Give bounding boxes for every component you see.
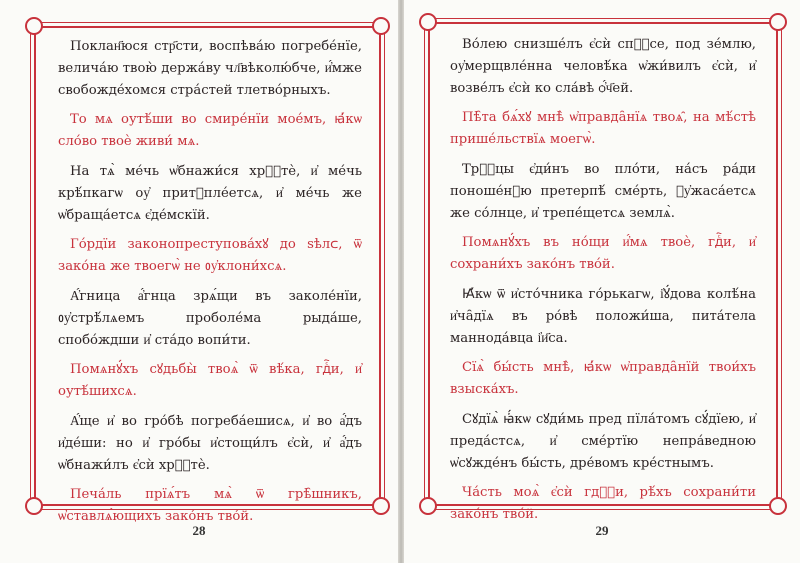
verse-paragraph: А҆́ще и҆ во гро́бѣ погреба́ешисѧ, и҆ во а҆́дъ и҆де́ши: но и҆ гро́бы и҆стощи́лъ є҆сѝ, и҆ а҆́дъ ѡ҆бнажи́лъ є҆сѝ хрⷭ҇тѐ. xyxy=(58,413,362,473)
verse-paragraph: Сꙋдїѧ̀ ꙗ҆́кѡ сꙋди́мь пред пїла́томъ сꙋ́дїею, и҆ преда́стсѧ, и҆ сме́ртїю непра́ведною ѡ҆сꙋжде́нъ бы́сть, дре́вомъ кре́стнымъ. xyxy=(450,411,756,471)
refrain-paragraph: Го́рдїи законопреступова́хꙋ до ѕѣлᲃ, ѿ зако́на же твоегѡ̀ не ᲂу҆клони́хсѧ. xyxy=(58,237,362,275)
verse-paragraph: Ꙗ҆́кѡ ѿ и҆сто́чника го́рькагѡ, і҆ꙋ́дова колѣ́на и҆ча̑дїѧ въ ро́вѣ положи́ша, пита́тела маннода́вца і҆и҃са. xyxy=(450,286,756,346)
page-number: 28 xyxy=(192,523,206,538)
knot-ornament-icon xyxy=(769,13,787,31)
verse-paragraph: А҆́гница а҆́гнца зрѧ́щи въ заколе́нїи, ᲂу҆стрѣ́лѧемъ проболе́ма рыда́ше, спобо́ждши и҆ ста́до вопи́ти. xyxy=(58,288,362,348)
text-block xyxy=(450,34,756,534)
knot-ornament-icon xyxy=(372,17,390,35)
knot-ornament-icon xyxy=(372,497,390,515)
verse-paragraph: Во́лею снизше́лъ є҆сѝ спⷭ҇се, под зе́млю, оу҆мерщвле́нна человѣ́ка ѡ҆жи́вилъ є҆сѝ, и҆ возве́лъ є҆сѝ ко сла́вѣ ѻ҆́ч҃ей. xyxy=(450,37,756,96)
knot-ornament-icon xyxy=(419,497,437,515)
refrain-paragraph: Сїѧ̀ бы́сть мнѣ̀, ꙗ҆́кѡ ѡ҆правда̑нїй твои́хъ взыска́хъ. xyxy=(450,360,756,398)
verse-paragraph: Трⷪ҇цы є҆ди́нъ во пло́ти, на́съ ра́ди поноше́нꙋю претерпѣ́ сме́рть, ᲂу҆жаса́етсѧ же со́лнце, и҆ трепе́щетсѧ землѧ̀. xyxy=(450,161,756,221)
refrain-paragraph: То мѧ оутѣ́ши во смире́нїи мое́мъ, ꙗ҆́кѡ сло́во твоѐ живи́ мѧ. xyxy=(58,112,362,150)
refrain-paragraph: Печа́ль прїѧ́тъ мѧ̀ ѿ грѣ̑шникъ, ѡ҆ставлѧ́ющихъ зако́нъ тво́й. xyxy=(58,487,362,525)
knot-ornament-icon xyxy=(25,497,43,515)
text-block xyxy=(58,36,362,536)
knot-ornament-icon xyxy=(769,497,787,515)
verse-paragraph: Поклан҃юся стр҃сти, воспѣва́ю погребе́нїе, велича́ю твою̀ держа́ву чл҃вѣколю́бче, и҆́мже свобожде́хомся стра́стей тлетво́рныхъ. xyxy=(58,39,362,98)
left-page xyxy=(0,0,398,563)
refrain-paragraph: Пѣ̑та бѧ́хꙋ мнѣ̀ ѡ҆правда̑нїѧ твоѧ̑, на мѣ́стѣ прише́льствїѧ моегѡ̀. xyxy=(450,110,756,148)
refrain-paragraph: Помѧнꙋ́хъ въ но́щи и҆́мѧ твоѐ, гдⷭ҇и, и҆ сохрани́хъ зако́нъ тво́й. xyxy=(450,235,756,273)
refrain-paragraph: Ча́сть моѧ̀ є҆сѝ гдⷭ҇и, рѣ́хъ сохрани́ти зако́нъ тво́й. xyxy=(450,485,756,523)
right-page xyxy=(404,0,800,563)
knot-ornament-icon xyxy=(25,17,43,35)
refrain-paragraph: Помѧнꙋ́хъ сꙋдьбы̀ твоѧ̀ ѿ вѣ́ка, гдⷭ҇и, и҆ оутѣ́шихсѧ. xyxy=(58,362,362,400)
knot-ornament-icon xyxy=(419,13,437,31)
verse-paragraph: На тѧ̀ ме́чь ѡ҆бнажи́ся хрⷭ҇тѐ, и҆ ме́чь крѣ́пкагѡ оу҆ притꙋпле́етсѧ, и҆ ме́чь же ѡ҆браща́етсѧ є҆де́мскїй. xyxy=(58,163,362,223)
page-number: 29 xyxy=(595,523,609,538)
